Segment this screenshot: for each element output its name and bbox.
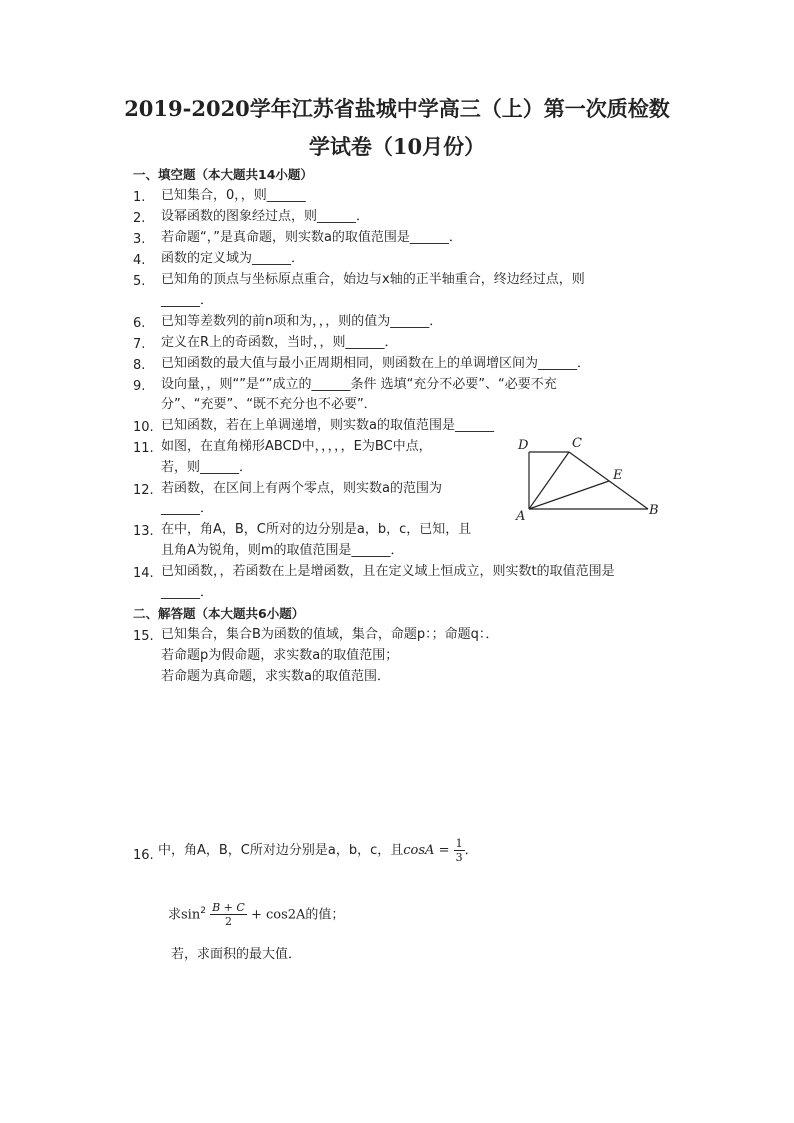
question-number: 11. [133, 441, 154, 456]
question-number: 7. [133, 337, 146, 352]
question-number: 15. [133, 629, 154, 644]
question-number: 8. [133, 358, 146, 373]
question-number: 6. [133, 316, 146, 331]
question-text: 已知函数的最大值与最小正周期相同，则函数在上的单调增区间为______． [161, 356, 591, 371]
question-number: 4. [133, 253, 146, 268]
label-B: B [649, 503, 659, 518]
fraction-numerator: 1 [455, 837, 463, 850]
question-number: 9. [133, 379, 146, 394]
question-text: 已知角的顶点与坐标原点重合，始边与x轴的正半轴重合，终边经过点，则 [161, 272, 585, 287]
sin-label: sin [181, 907, 201, 923]
fraction-numerator: B + C [212, 901, 245, 915]
question-text: 设向量，，则“”是“”成立的______条件 选填“充分不必要”、“必要不充 [161, 377, 557, 392]
fraction-one-third [454, 837, 465, 864]
section-solve: 二、解答题（本大题共6小题） [133, 606, 305, 621]
question-number: 1. [133, 190, 146, 205]
question-number: 13. [133, 524, 154, 539]
question-number: 5. [133, 274, 146, 289]
question-text-cont: ______． [161, 293, 214, 308]
question-text: 已知等差数列的前n项和为，，，则的值为______． [161, 314, 443, 329]
question-text-cont: 分”、“充要”、“既不充分也不必要”． [161, 397, 377, 412]
question-text-cont: ______． [161, 501, 214, 516]
part1-suffix: 的值； [305, 907, 345, 923]
title-line-2: 学试卷（10月份） [308, 134, 486, 159]
cos-label: cosA = [403, 843, 450, 858]
question-part-1 [168, 896, 344, 930]
fraction-denominator: 2 [224, 915, 232, 929]
label-A: A [516, 509, 526, 524]
question-text-cont: 若，则______． [161, 460, 253, 475]
fraction-denominator: 3 [455, 851, 463, 864]
question-part-2: 若命题为真命题，求实数a的取值范围． [161, 669, 390, 684]
question-text: 若函数，在区间上有两个零点，则实数a的范围为 [161, 481, 442, 496]
question-number: 12. [133, 483, 154, 498]
question-text: 函数的定义域为______． [161, 251, 305, 266]
question-part-2: 若，求面积的最大值． [171, 947, 302, 962]
label-D: D [518, 438, 529, 453]
question-number: 2. [133, 211, 146, 226]
question-text: 设幂函数的图象经过点，则______． [161, 209, 370, 224]
question-number: 14. [133, 566, 154, 581]
question-text: 已知集合，0，，则______ [161, 188, 306, 203]
question-number: 16. [133, 848, 154, 863]
question-text: 已知集合，集合B为函数的值域，集合，命题p：；命题q：． [161, 627, 499, 642]
label-E: E [613, 468, 623, 483]
question-text: 中，角A，B，C所对边分别是a，b，c，且cosA = $\frac{1}{3}$ ． [158, 837, 478, 864]
question-stem: 中，角A，B，C所对边分别是a，b，c，且 [158, 843, 404, 858]
question-text: 已知函数，若在上单调递增，则实数a的取值范围是______ [161, 418, 494, 433]
question-text: 定义在R上的奇函数，当时，，则______． [161, 335, 398, 350]
question-text: 在中，角A，B，C所对的边分别是a，b，c，已知，且 [161, 522, 472, 537]
title-line-1: 2019-2020学年江苏省盐城中学高三（上）第一次质检数 [124, 96, 670, 121]
question-text: 若命题“，”是真命题，则实数a的取值范围是______． [161, 230, 462, 245]
question-text: 如图，在直角梯形ABCD中，，，，，E为BC中点， [161, 439, 432, 454]
label-C: C [572, 436, 582, 451]
question-number: 10. [133, 420, 154, 435]
fraction-b-plus-c [210, 901, 247, 928]
section-fill-in: 一、填空题（本大题共14小题） [133, 167, 313, 182]
question-number: 3. [133, 232, 146, 247]
question-part-1: 若命题p为假命题，求实数a的取值范围； [161, 648, 399, 663]
sin-exponent: 2 [200, 906, 206, 916]
question-text-cont: ______． [161, 585, 214, 600]
cos2a-term: + cos2A [250, 907, 306, 923]
question-text-cont: 且角A为锐角，则m的取值范围是______． [161, 543, 404, 558]
question-text: 已知函数，，若函数在上是增函数，且在定义域上恒成立，则实数t的取值范围是 [161, 564, 615, 579]
part1-prefix: 求 [168, 907, 182, 923]
trapezoid-figure [510, 432, 670, 524]
